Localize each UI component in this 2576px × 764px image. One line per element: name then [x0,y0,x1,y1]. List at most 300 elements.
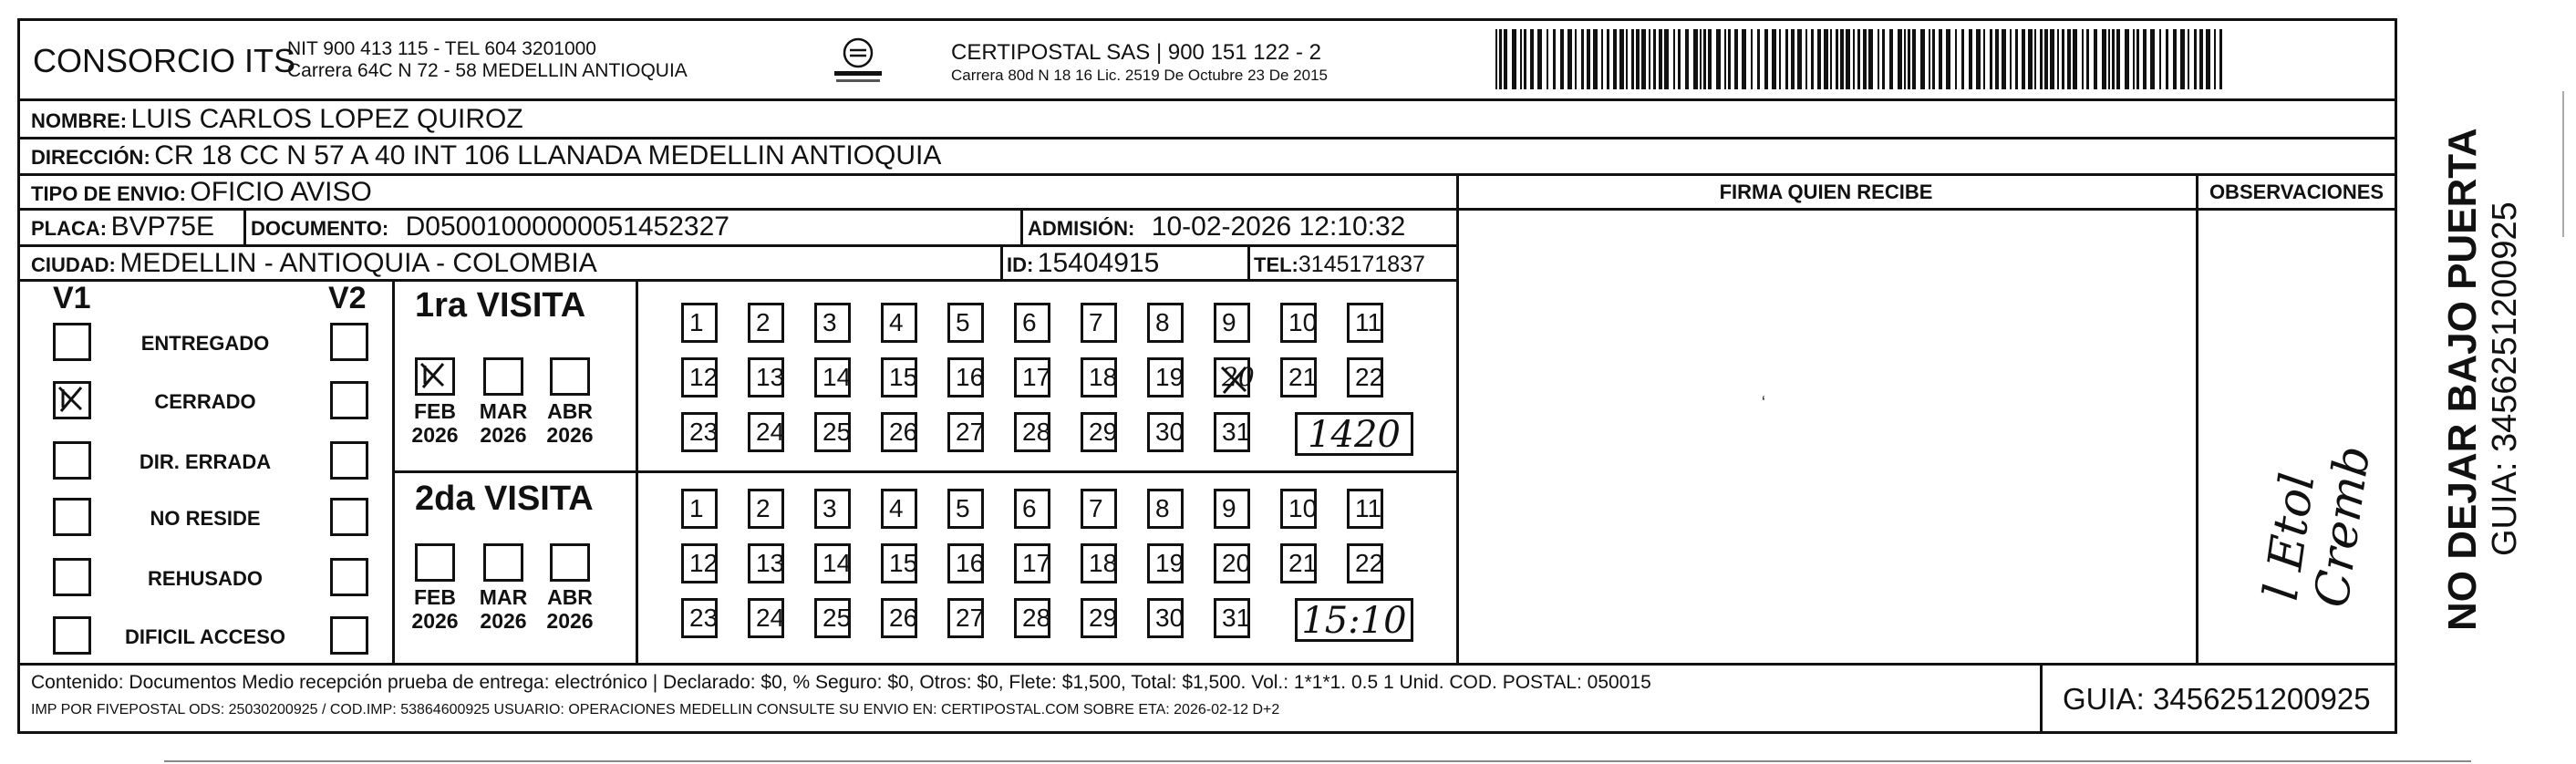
day-number: 29 [1089,418,1118,446]
day-box [748,598,784,638]
barcode-bar [1932,29,1935,89]
barcode-bar [1685,29,1689,89]
barcode-bar [1946,29,1950,89]
day-number: 4 [889,308,904,336]
day-number: 26 [889,604,918,632]
barcode-bar [1547,29,1548,89]
visit-divider [392,470,1457,473]
months-days-divider [636,279,638,663]
barcode-bar [1797,29,1802,89]
edge-line [164,760,2471,762]
barcode-bar [2082,29,2084,89]
placa-row [31,212,214,243]
barcode-bar [1920,29,1925,89]
barcode-bar [1659,29,1662,89]
day-box [814,489,851,529]
month-checkbox [550,543,590,582]
direccion-value: CR 18 CC N 57 A 40 INT 106 LLANADA MEDELLIN ANTIOQUIA [154,140,942,170]
v1-checkbox [53,441,91,480]
day-box [748,357,784,397]
footer-content-line: Contenido: Documentos Medio recepción prueba de entrega: electrónico | Declarado: $0, % Seguro: $0, Otros: $0, Flete: $1,500, Total: $1,500. Vol.: 1*1*1. 0.5 1 Unid. COD. POSTAL: 050015 [31,672,1651,693]
month-year: 2026 [480,423,527,447]
barcode-bar [1969,29,1972,89]
day-number: 6 [1022,494,1037,522]
no-dejar-warning: NO DEJAR BAJO PUERTA [2440,128,2485,631]
footer-print-line: IMP POR FIVEPOSTAL ODS: 25030200925 / COD.IMP: 53864600925 USUARIO: OPERACIONES MEDELLIN CONSULTE SU ENVIO EN: CERTIPOSTAL.COM SOBRE ETA: 2026-02-12 D+2 [31,702,1280,718]
barcode-bar [1587,29,1590,89]
barcode-bar [1619,29,1624,89]
day-number: 19 [1155,363,1185,391]
day-box [1214,598,1250,638]
v1-checkbox [53,381,91,419]
row-divider [17,279,1458,282]
barcode-bar [2073,29,2077,89]
barcode-bar [1955,29,1957,89]
day-number: 17 [1022,549,1051,577]
cell-divider [1020,208,1023,244]
day-box [1280,303,1317,343]
day-number: 28 [1022,604,1051,632]
barcode-bar [1678,29,1681,89]
day-box [1081,303,1117,343]
day-box [748,303,784,343]
barcode-bar [2214,29,2216,89]
barcode-bar [1764,29,1768,89]
cell-divider [243,208,246,244]
nombre-value: LUIS CARLOS LOPEZ QUIROZ [130,104,523,134]
day-box [1280,543,1317,583]
barcode-bar [1772,29,1776,89]
day-number: 5 [956,494,970,522]
ciudad-label: CIUDAD: [31,253,116,276]
barcode-bar [2028,29,2033,89]
status-label: CERRADO [154,390,256,413]
v2-checkbox [330,558,368,596]
barcode-bar [1649,29,1650,89]
ciudad-row [31,248,597,279]
row-divider [17,208,1458,211]
month-year: 2026 [411,423,459,447]
barcode-bar [1846,29,1850,89]
row-divider [17,137,2397,139]
month-label: ABR [547,399,593,423]
edge-mark [2562,91,2564,237]
day-number: 6 [1022,308,1037,336]
barcode-bar [1504,29,1507,89]
barcode-bar [1700,29,1702,89]
day-number: 21 [1288,549,1318,577]
v1-checkbox [53,558,91,596]
barcode-bar [1912,29,1916,89]
day-box [814,357,851,397]
obs-left-border [2196,173,2198,663]
month-year: 2026 [546,423,594,447]
firma-header-line [1456,208,2397,211]
day-box [681,412,718,452]
day-number: 1 [689,308,704,336]
day-box [1147,303,1184,343]
day-box [1214,412,1250,452]
day-number: 2 [756,494,771,522]
day-number: 1 [689,494,704,522]
barcode-bar [1853,29,1855,89]
day-number: 7 [1089,308,1103,336]
day-number: 23 [689,604,719,632]
day-number: 24 [756,604,785,632]
day-number: 10 [1288,494,1318,522]
carrier-address: Carrera 80d N 18 16 Lic. 2519 De Octubre 23 De 2015 [951,67,1328,84]
visit1-title: 1ra VISITA [415,286,586,325]
id-label: ID: [1007,253,1034,276]
day-number: 10 [1288,308,1318,336]
barcode-bar [1889,29,1893,89]
day-box [1214,489,1250,529]
firma-left-border [1456,173,1459,663]
day-box [1214,357,1255,397]
day-number: 13 [756,549,785,577]
barcode-bar [1530,29,1534,89]
day-number: 31 [1222,418,1251,446]
barcode-bar [2022,29,2025,89]
barcode-bar [2067,29,2071,89]
status-label: DIFICIL ACCESO [124,625,285,648]
day-number: 11 [1355,308,1382,336]
day-number: 9 [1222,494,1236,522]
day-number: 26 [889,418,918,446]
day-box [681,543,718,583]
barcode-bar [2116,29,2120,89]
day-number: 9 [1222,308,1236,336]
v2-checkbox [330,616,368,655]
barcode-bar [2199,29,2203,89]
barcode-bar [1805,29,1807,89]
barcode-bar [2150,29,2155,89]
barcode-bar [1673,29,1675,89]
day-number: 8 [1155,308,1170,336]
barcode-bar [1693,29,1698,89]
day-box [947,412,984,452]
day-number: 24 [756,418,785,446]
barcode-bar [1601,29,1603,89]
barcode-bar [2173,29,2177,89]
barcode-bar [1581,29,1584,89]
barcode-bar [1520,29,1522,89]
month-label: ABR [547,585,593,609]
month-checkbox [483,543,523,582]
barcode-bar [1983,29,1985,89]
day-box [1081,598,1117,638]
placa-value: BVP75E [110,212,214,242]
barcode-bar [1636,29,1640,89]
status-label: DIR. ERRADA [139,450,272,473]
day-box [1014,357,1050,397]
barcode-bar [1708,29,1712,89]
tipo-envio-label: TIPO DE ENVIO: [31,182,186,205]
barcode-bar [1840,29,1844,89]
observaciones-header: OBSERVACIONES [2209,181,2385,203]
barcode-bar [1939,29,1942,89]
day-box [681,303,718,343]
barcode-bar [1785,29,1788,89]
barcode-bar [1607,29,1609,89]
stray-mark: ʻ [1762,394,1765,412]
day-number: 25 [822,418,852,446]
day-number: 14 [822,363,852,391]
day-box [1014,543,1050,583]
visit-time-box: 15:10 [1295,598,1413,642]
day-box [681,357,718,397]
barcode-bar [1898,29,1902,89]
nombre-row [31,104,523,135]
month-checkbox [483,357,523,396]
admision-label: ADMISIÓN: [1028,217,1135,240]
day-number: 3 [822,308,837,336]
day-number: 12 [689,549,719,577]
tel-label: TEL: [1254,253,1298,276]
direccion-label: DIRECCIÓN: [31,146,150,169]
day-box [748,412,784,452]
month-label: MAR [479,585,528,609]
month-checkbox [415,543,455,582]
day-number: 12 [689,363,719,391]
day-box [1214,303,1250,343]
barcode-bar [2034,29,2036,89]
visit-time-box: 1420 [1295,412,1413,456]
documento-label: DOCUMENTO: [251,217,389,240]
barcode-bar [1724,29,1726,89]
barcode-bar [2180,29,2185,89]
barcode-bar [1857,29,1860,89]
tel-value: 3145171837 [1298,252,1425,277]
v2-label: V2 [328,281,367,315]
status-label: ENTREGADO [140,332,270,355]
day-box [947,489,984,529]
day-box [748,489,784,529]
barcode-bar [1976,29,1981,89]
day-box [947,303,984,343]
barcode-bar [1863,29,1867,89]
day-box [1014,303,1050,343]
day-box [1081,489,1117,529]
day-number: 27 [956,418,985,446]
day-box [1081,412,1117,452]
barcode-bar [1716,29,1721,89]
row-divider [17,173,2397,176]
company-address: Carrera 64C N 72 - 58 MEDELLIN ANTIOQUIA [287,60,688,81]
day-number: 20 [1222,549,1251,577]
ciudad-value: MEDELLIN - ANTIOQUIA - COLOMBIA [119,248,597,278]
barcode-bar [1560,29,1564,89]
barcode-bar [2133,29,2135,89]
barcode-bar [2094,29,2097,89]
company-name: CONSORCIO ITS [33,42,296,79]
barcode-bar [2050,29,2054,89]
barcode-bar [2159,29,2161,89]
day-box [1081,357,1117,397]
barcode-bar [2206,29,2210,89]
barcode-bar [1567,29,1572,89]
id-cell [1007,248,1159,279]
header-divider [17,98,2397,101]
barcode-bar [2040,29,2043,89]
documento-cell [251,212,729,243]
day-box [881,357,917,397]
day-box [814,543,851,583]
cell-divider [1000,244,1003,279]
day-number: 4 [889,494,904,522]
barcode-bar [1779,29,1781,89]
direccion-row [31,140,941,171]
admision-value: 10-02-2026 12:10:32 [1151,212,1406,242]
day-box [1347,303,1383,343]
status-label: REHUSADO [148,567,263,590]
documento-value: D05001000000051452327 [405,212,729,242]
day-box [1147,412,1184,452]
barcode-bar [1734,29,1738,89]
day-box [1280,489,1317,529]
barcode-bar [1904,29,1906,89]
barcode-bar [2108,29,2110,89]
barcode-bar [2125,29,2129,89]
day-box [947,543,984,583]
tel-cell [1254,252,1425,278]
v2-checkbox [330,498,368,536]
barcode-bar [2002,29,2006,89]
day-box [681,598,718,638]
barcode-bar [1742,29,1746,89]
day-number: 31 [1222,604,1251,632]
day-number: 30 [1155,418,1185,446]
day-number: 28 [1022,418,1051,446]
footer-guia-divider [2040,663,2043,734]
day-number: 8 [1155,494,1170,522]
barcode-bar [1524,29,1526,89]
day-box [1147,543,1184,583]
day-number: 16 [956,549,985,577]
day-box [881,598,917,638]
month-label: FEB [414,585,456,609]
barcode-bar [1817,29,1821,89]
day-box [1347,357,1383,397]
day-number: 11 [1355,494,1382,522]
barcode-bar [2102,29,2106,89]
placa-label: PLACA: [31,217,108,240]
barcode-bar [1641,29,1646,89]
month-checkbox [550,357,590,396]
barcode-bar [1868,29,1873,89]
barcode-bar [2086,29,2089,89]
side-guia: GUIA: 3456251200925 [2486,201,2524,556]
barcode-bar [1613,29,1617,89]
day-number: 18 [1089,549,1118,577]
v2-checkbox [330,441,368,480]
barcode-bar [1990,29,1992,89]
v1-label: V1 [53,281,91,315]
barcode-bar [1499,29,1502,89]
day-number: 30 [1155,604,1185,632]
month-year: 2026 [480,609,527,633]
barcode-bar [2194,29,2197,89]
day-box [881,543,917,583]
day-number: 13 [756,363,785,391]
barcode-bar [1751,29,1753,89]
day-box [1014,489,1050,529]
v1-checkbox [53,323,91,361]
day-box [1214,543,1250,583]
barcode-bar [2188,29,2189,89]
cell-divider [1247,244,1250,279]
day-box [814,412,851,452]
admision-cell [1028,212,1405,243]
barcode-bar [1653,29,1656,89]
footer-guia: GUIA: 3456251200925 [2063,682,2371,716]
day-number: 5 [956,308,970,336]
barcode-bar [1512,29,1516,89]
day-number: 21 [1288,363,1318,391]
observation-line-1: l Etol [2253,470,2326,604]
barcode-bar [1882,29,1885,89]
day-number: 29 [1089,604,1118,632]
certipostal-logo [825,35,891,88]
barcode-bar [1626,29,1628,89]
barcode-bar [1811,29,1814,89]
day-number: 22 [1355,549,1384,577]
barcode-bar [1553,29,1556,89]
day-number: 17 [1022,363,1051,391]
day-box [814,303,851,343]
id-value: 15404915 [1037,248,1160,278]
day-box [947,357,984,397]
v2-checkbox [330,323,368,361]
nombre-label: NOMBRE: [31,109,128,132]
carrier-name: CERTIPOSTAL SAS | 900 151 122 - 2 [951,40,1321,65]
day-box [1347,543,1383,583]
barcode-bar [1908,29,1910,89]
barcode-bar [2044,29,2048,89]
barcode-bar [1830,29,1832,89]
barcode-bar [1664,29,1669,89]
day-box [1014,412,1050,452]
barcode-bar [2219,29,2222,89]
day-box [748,543,784,583]
visit2-title: 2da VISITA [415,480,594,518]
barcode-bar [2062,29,2064,89]
status-label: NO RESIDE [150,507,261,530]
day-box [1280,357,1317,397]
month-label: FEB [414,399,456,423]
barcode-bar [2010,29,2012,89]
barcode-bar [1824,29,1828,89]
day-box [881,489,917,529]
barcode-bar [1995,29,1999,89]
day-number: 16 [956,363,985,391]
observation-line-2: Cremb [2304,442,2382,611]
month-year: 2026 [546,609,594,633]
tipo-envio-row [31,177,372,208]
month-checkbox [415,357,455,396]
day-box [681,489,718,529]
v2-checkbox [330,381,368,419]
firma-header: FIRMA QUIEN RECIBE [1719,181,1933,203]
barcode-bar [1929,29,1930,89]
v1-checkbox [53,616,91,655]
barcode-bar [1961,29,1964,89]
barcode-bar [1791,29,1795,89]
day-number: 25 [822,604,852,632]
day-number: 2 [756,308,771,336]
barcode-bar [1836,29,1838,89]
day-box [881,412,917,452]
